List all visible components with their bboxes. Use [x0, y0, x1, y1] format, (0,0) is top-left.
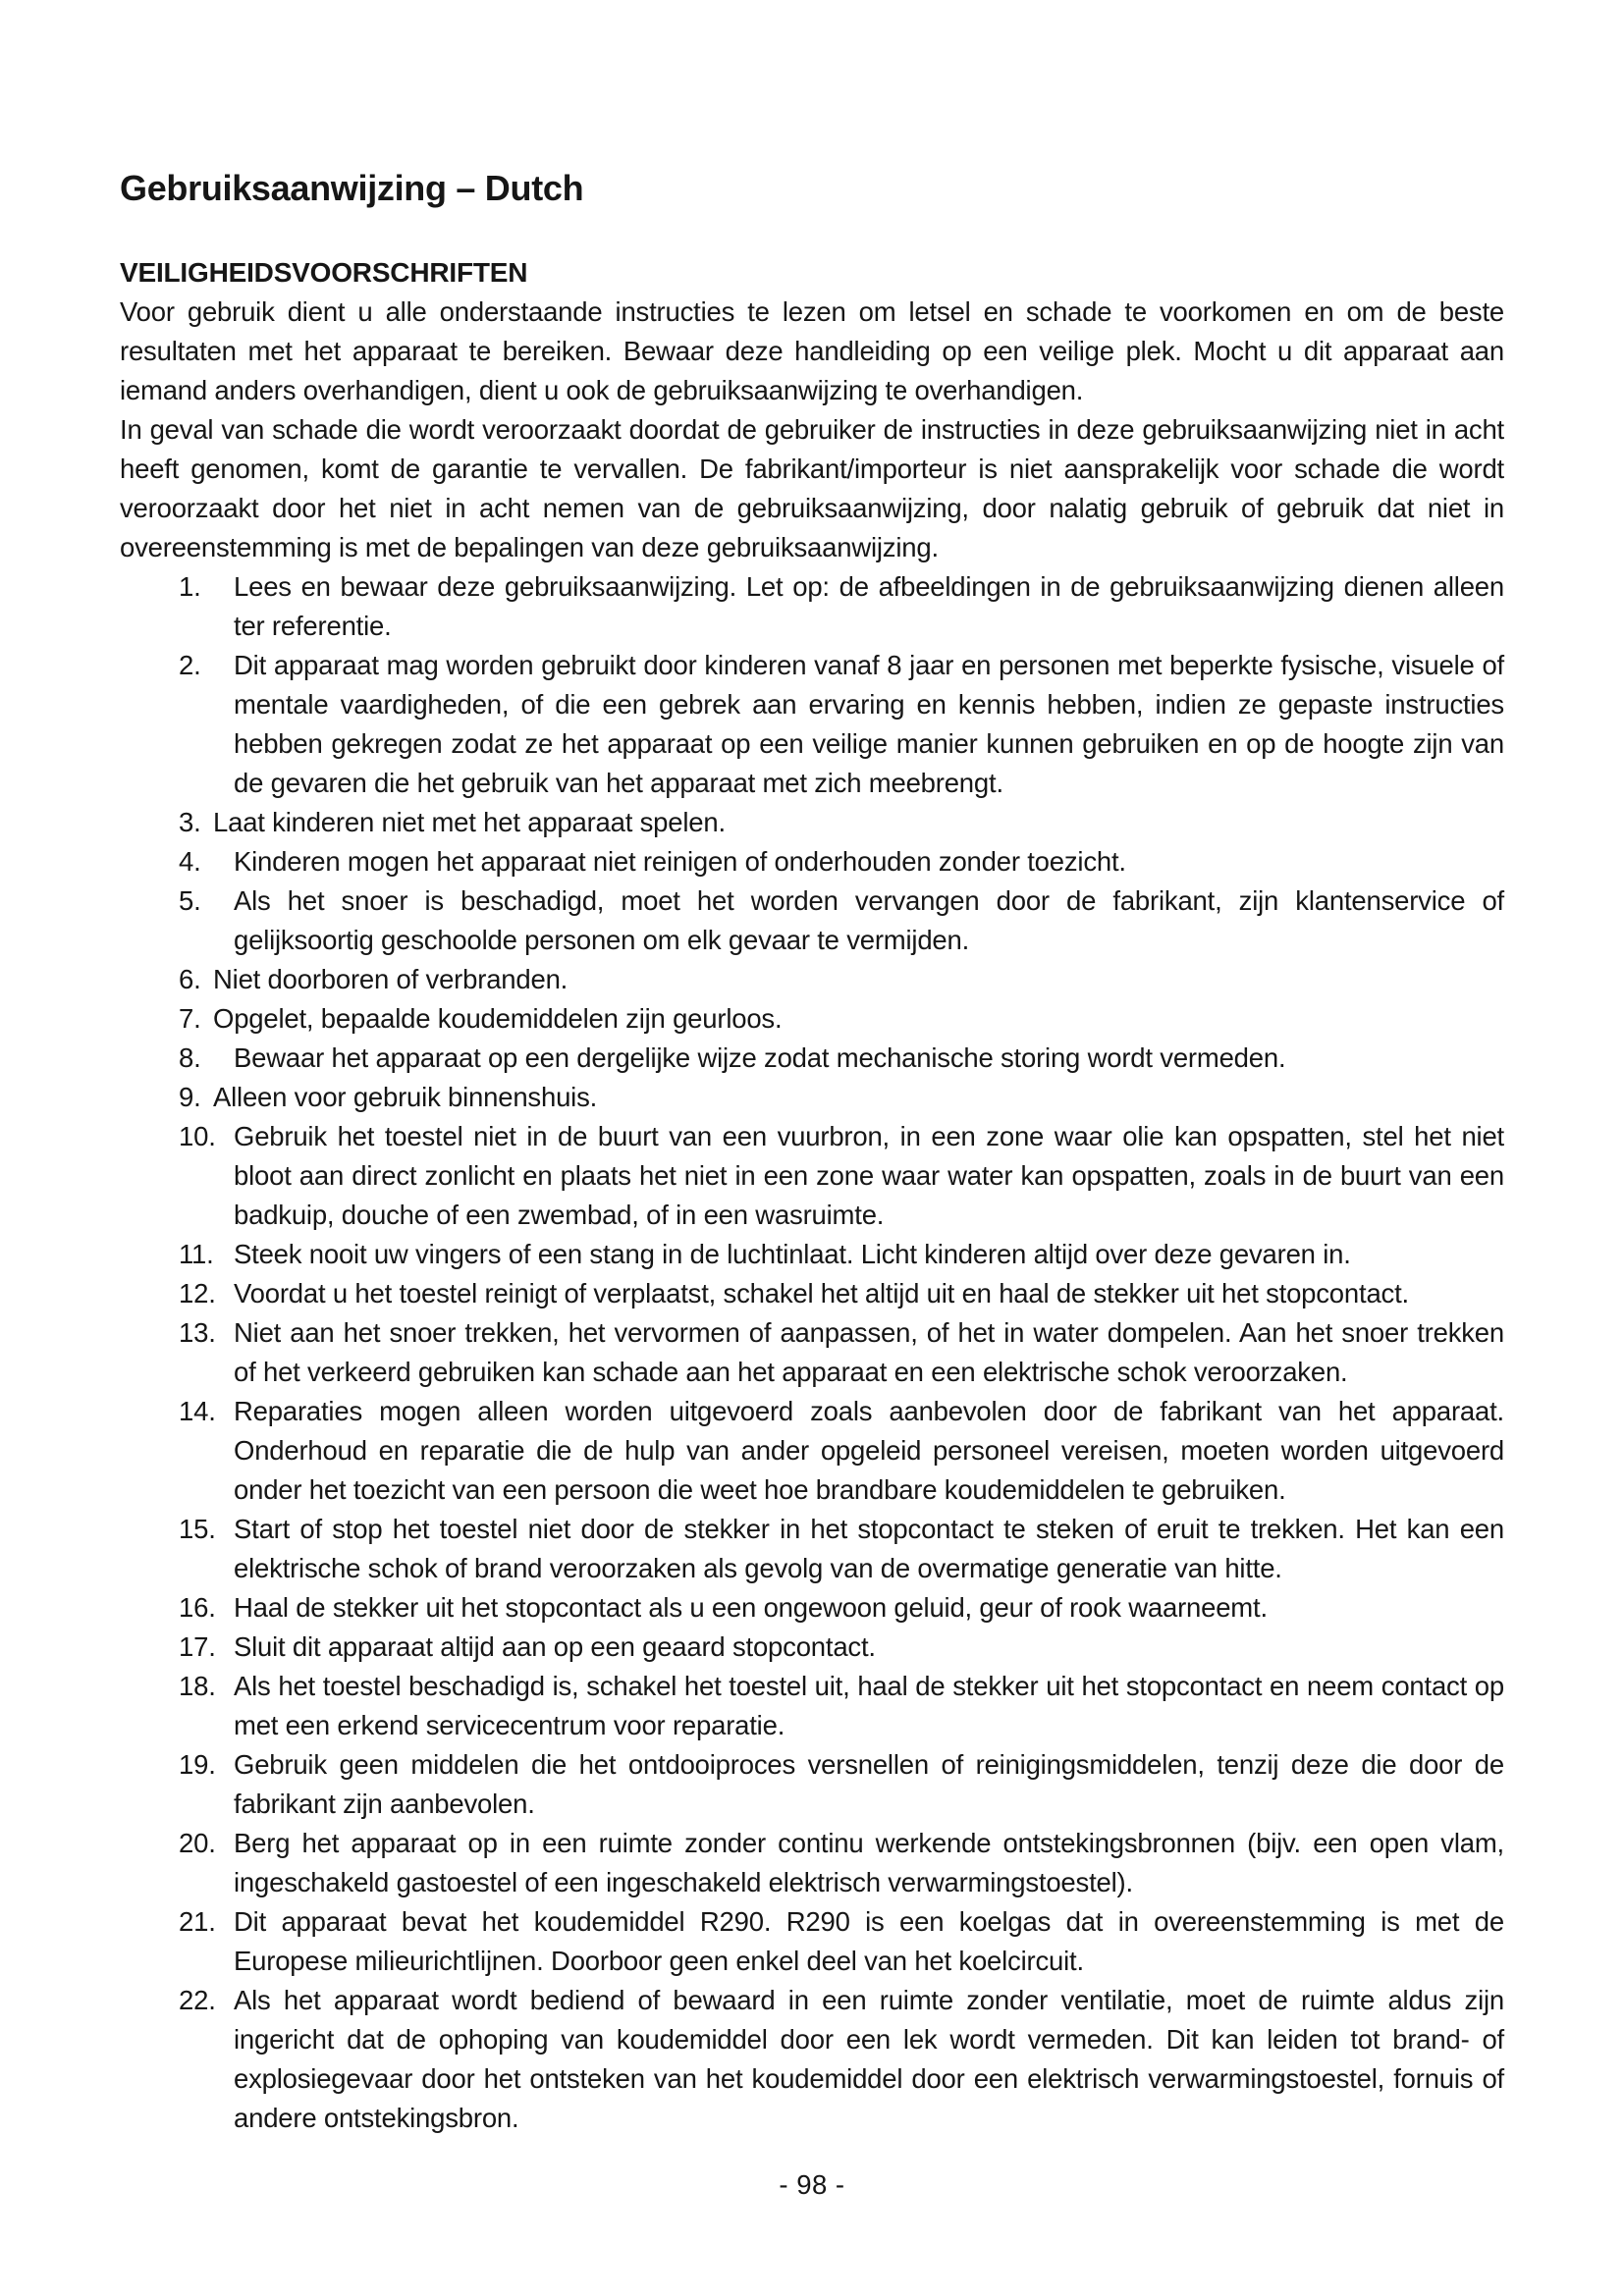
list-item	[120, 1235, 1504, 1274]
list-item-text: Haal de stekker uit het stopcontact als u een ongewoon geluid, geur of rook waarneemt.	[234, 1592, 1268, 1623]
list-item-number: 12.	[179, 1278, 216, 1308]
list-item-number: 5.	[179, 885, 201, 916]
list-item-number: 18.	[179, 1671, 216, 1701]
list-item-text: Sluit dit apparaat altijd aan op een geaard stopcontact.	[234, 1631, 876, 1662]
list-item-text: Start of stop het toestel niet door de stekker in het stopcontact te steken of eruit te trekken. Het kan een elektrische schok of brand veroorzaken als gevolg van de overmatige generatie van hitte.	[234, 1514, 1504, 1583]
list-item	[120, 1117, 1504, 1235]
list-item-number: 19.	[179, 1749, 216, 1780]
list-item-text: Niet aan het snoer trekken, het vervormen of aanpassen, of het in water dompelen. Aan het snoer trekken of het verkeerd gebruiken kan schade aan het apparaat en een elektrische schok veroorzaken.	[234, 1317, 1504, 1387]
list-item-number: 13.	[179, 1317, 216, 1348]
list-item-text: Bewaar het apparaat op een dergelijke wijze zodat mechanische storing wordt vermeden.	[234, 1042, 1286, 1073]
list-item-text: Lees en bewaar deze gebruiksaanwijzing. Let op: de afbeeldingen in de gebruiksaanwijzing dienen alleen ter referentie.	[234, 571, 1504, 641]
list-item-number: 1.	[179, 571, 201, 602]
list-item-text: Dit apparaat bevat het koudemiddel R290. R290 is een koelgas dat in overeenstemming is met de Europese milieurichtlijnen. Doorboor geen enkel deel van het koelcircuit.	[234, 1906, 1504, 1976]
intro-section	[120, 293, 1504, 567]
list-item-text: Als het toestel beschadigd is, schakel het toestel uit, haal de stekker uit het stopcontact en neem contact op met een erkend servicecentrum voor reparatie.	[234, 1671, 1504, 1740]
list-item	[120, 1392, 1504, 1510]
list-item-number: 16.	[179, 1592, 216, 1623]
list-item-text: Laat kinderen niet met het apparaat spelen.	[213, 807, 726, 837]
list-item-number: 20.	[179, 1828, 216, 1858]
list-item-text: Alleen voor gebruik binnenshuis.	[213, 1082, 598, 1112]
list-item	[120, 1039, 1504, 1078]
list-item	[120, 1313, 1504, 1392]
list-item-number: 8.	[179, 1042, 201, 1073]
list-item-number: 15.	[179, 1514, 216, 1544]
list-item-number: 7.	[179, 1003, 201, 1034]
list-item-number: 17.	[179, 1631, 216, 1662]
list-item	[120, 1078, 1504, 1117]
list-item-number: 11.	[179, 1239, 214, 1269]
section-heading: VEILIGHEIDSVOORSCHRIFTEN	[120, 257, 528, 288]
list-item	[120, 1824, 1504, 1902]
list-item-text: Als het snoer is beschadigd, moet het worden vervangen door de fabrikant, zijn klantenservice of gelijksoortig geschoolde personen om elk gevaar te vermijden.	[234, 885, 1504, 955]
safety-instructions-list	[120, 567, 1504, 2138]
list-item	[120, 803, 1504, 842]
list-item	[120, 1745, 1504, 1824]
list-item-number: 2.	[179, 650, 201, 680]
list-item	[120, 567, 1504, 646]
list-item-number: 9.	[179, 1082, 201, 1112]
list-item	[120, 960, 1504, 999]
list-item-text: Dit apparaat mag worden gebruikt door kinderen vanaf 8 jaar en personen met beperkte fysische, visuele of mentale vaardigheden, of die een gebrek aan ervaring en kennis hebben, indien ze gepaste instructies hebben gekregen zodat ze het apparaat op een veilige manier kunnen gebruiken en op de hoogte zijn van de gevaren die het gebruik van het apparaat met zich meebrengt.	[234, 650, 1504, 798]
list-item	[120, 842, 1504, 881]
list-item	[120, 1274, 1504, 1313]
list-item-text: Gebruik het toestel niet in de buurt van een vuurbron, in een zone waar olie kan opspatten, stel het niet bloot aan direct zonlicht en plaats het niet in een zone waar water kan opspatten, zoals in de buurt van een badkuip, douche of een zwembad, of in een wasruimte.	[234, 1121, 1504, 1230]
list-item	[120, 999, 1504, 1039]
list-item	[120, 1981, 1504, 2138]
list-item	[120, 1628, 1504, 1667]
list-item-text: Niet doorboren of verbranden.	[213, 964, 568, 994]
list-item-text: Berg het apparaat op in een ruimte zonder continu werkende ontstekingsbronnen (bijv. een open vlam, ingeschakeld gastoestel of een ingeschakeld elektrisch verwarmingstoestel).	[234, 1828, 1504, 1897]
list-item-text: Reparaties mogen alleen worden uitgevoerd zoals aanbevolen door de fabrikant van het apparaat. Onderhoud en reparatie die de hulp van ander opgeleid personeel vereisen, moeten worden uitgevoerd onder het toezicht van een persoon die weet hoe brandbare koudemiddelen te gebruiken.	[234, 1396, 1504, 1505]
list-item-text: Opgelet, bepaalde koudemiddelen zijn geurloos.	[213, 1003, 783, 1034]
page-title: Gebruiksaanwijzing – Dutch	[120, 168, 584, 208]
list-item	[120, 1667, 1504, 1745]
list-item-text: Als het apparaat wordt bediend of bewaard in een ruimte zonder ventilatie, moet de ruimte aldus zijn ingericht dat de ophoping van koudemiddel door een lek wordt vermeden. Dit kan leiden tot brand- of explosiegevaar door het ontsteken van het koudemiddel door een elektrisch verwarmingstoestel, fornuis of andere ontstekingsbron.	[234, 1985, 1504, 2133]
list-item-text: Voordat u het toestel reinigt of verplaatst, schakel het altijd uit en haal de stekker uit het stopcontact.	[234, 1278, 1409, 1308]
list-item	[120, 646, 1504, 803]
list-item-number: 6.	[179, 964, 201, 994]
list-item-text: Gebruik geen middelen die het ontdooiproces versnellen of reinigingsmiddelen, tenzij deze die door de fabrikant zijn aanbevolen.	[234, 1749, 1504, 1819]
list-item-number: 3.	[179, 807, 201, 837]
page-number: - 98 -	[779, 2169, 845, 2200]
intro-paragraph: In geval van schade die wordt veroorzaakt doordat de gebruiker de instructies in deze gebruiksaanwijzing niet in acht heeft genomen, komt de garantie te vervallen. De fabrikant/importeur is niet aansprakelijk voor schade die wordt veroorzaakt door het niet in acht nemen van de gebruiksaanwijzing, door nalatig gebruik of gebruik dat niet in overeenstemming is met de bepalingen van deze gebruiksaanwijzing.	[120, 414, 1504, 562]
list-item	[120, 1510, 1504, 1588]
list-item-number: 10.	[179, 1121, 216, 1151]
list-item-number: 22.	[179, 1985, 216, 2015]
list-item	[120, 881, 1504, 960]
list-item	[120, 1902, 1504, 1981]
list-item-text: Kinderen mogen het apparaat niet reinigen of onderhouden zonder toezicht.	[234, 846, 1126, 877]
list-item-number: 4.	[179, 846, 201, 877]
list-item	[120, 1588, 1504, 1628]
list-item-number: 21.	[179, 1906, 216, 1937]
intro-paragraph: Voor gebruik dient u alle onderstaande instructies te lezen om letsel en schade te voorkomen en om de beste resultaten met het apparaat te bereiken. Bewaar deze handleiding op een veilige plek. Mocht u dit apparaat aan iemand anders overhandigen, dient u ook de gebruiksaanwijzing te overhandigen.	[120, 296, 1504, 405]
list-item-number: 14.	[179, 1396, 216, 1426]
list-item-text: Steek nooit uw vingers of een stang in de luchtinlaat. Licht kinderen altijd over deze gevaren in.	[234, 1239, 1351, 1269]
